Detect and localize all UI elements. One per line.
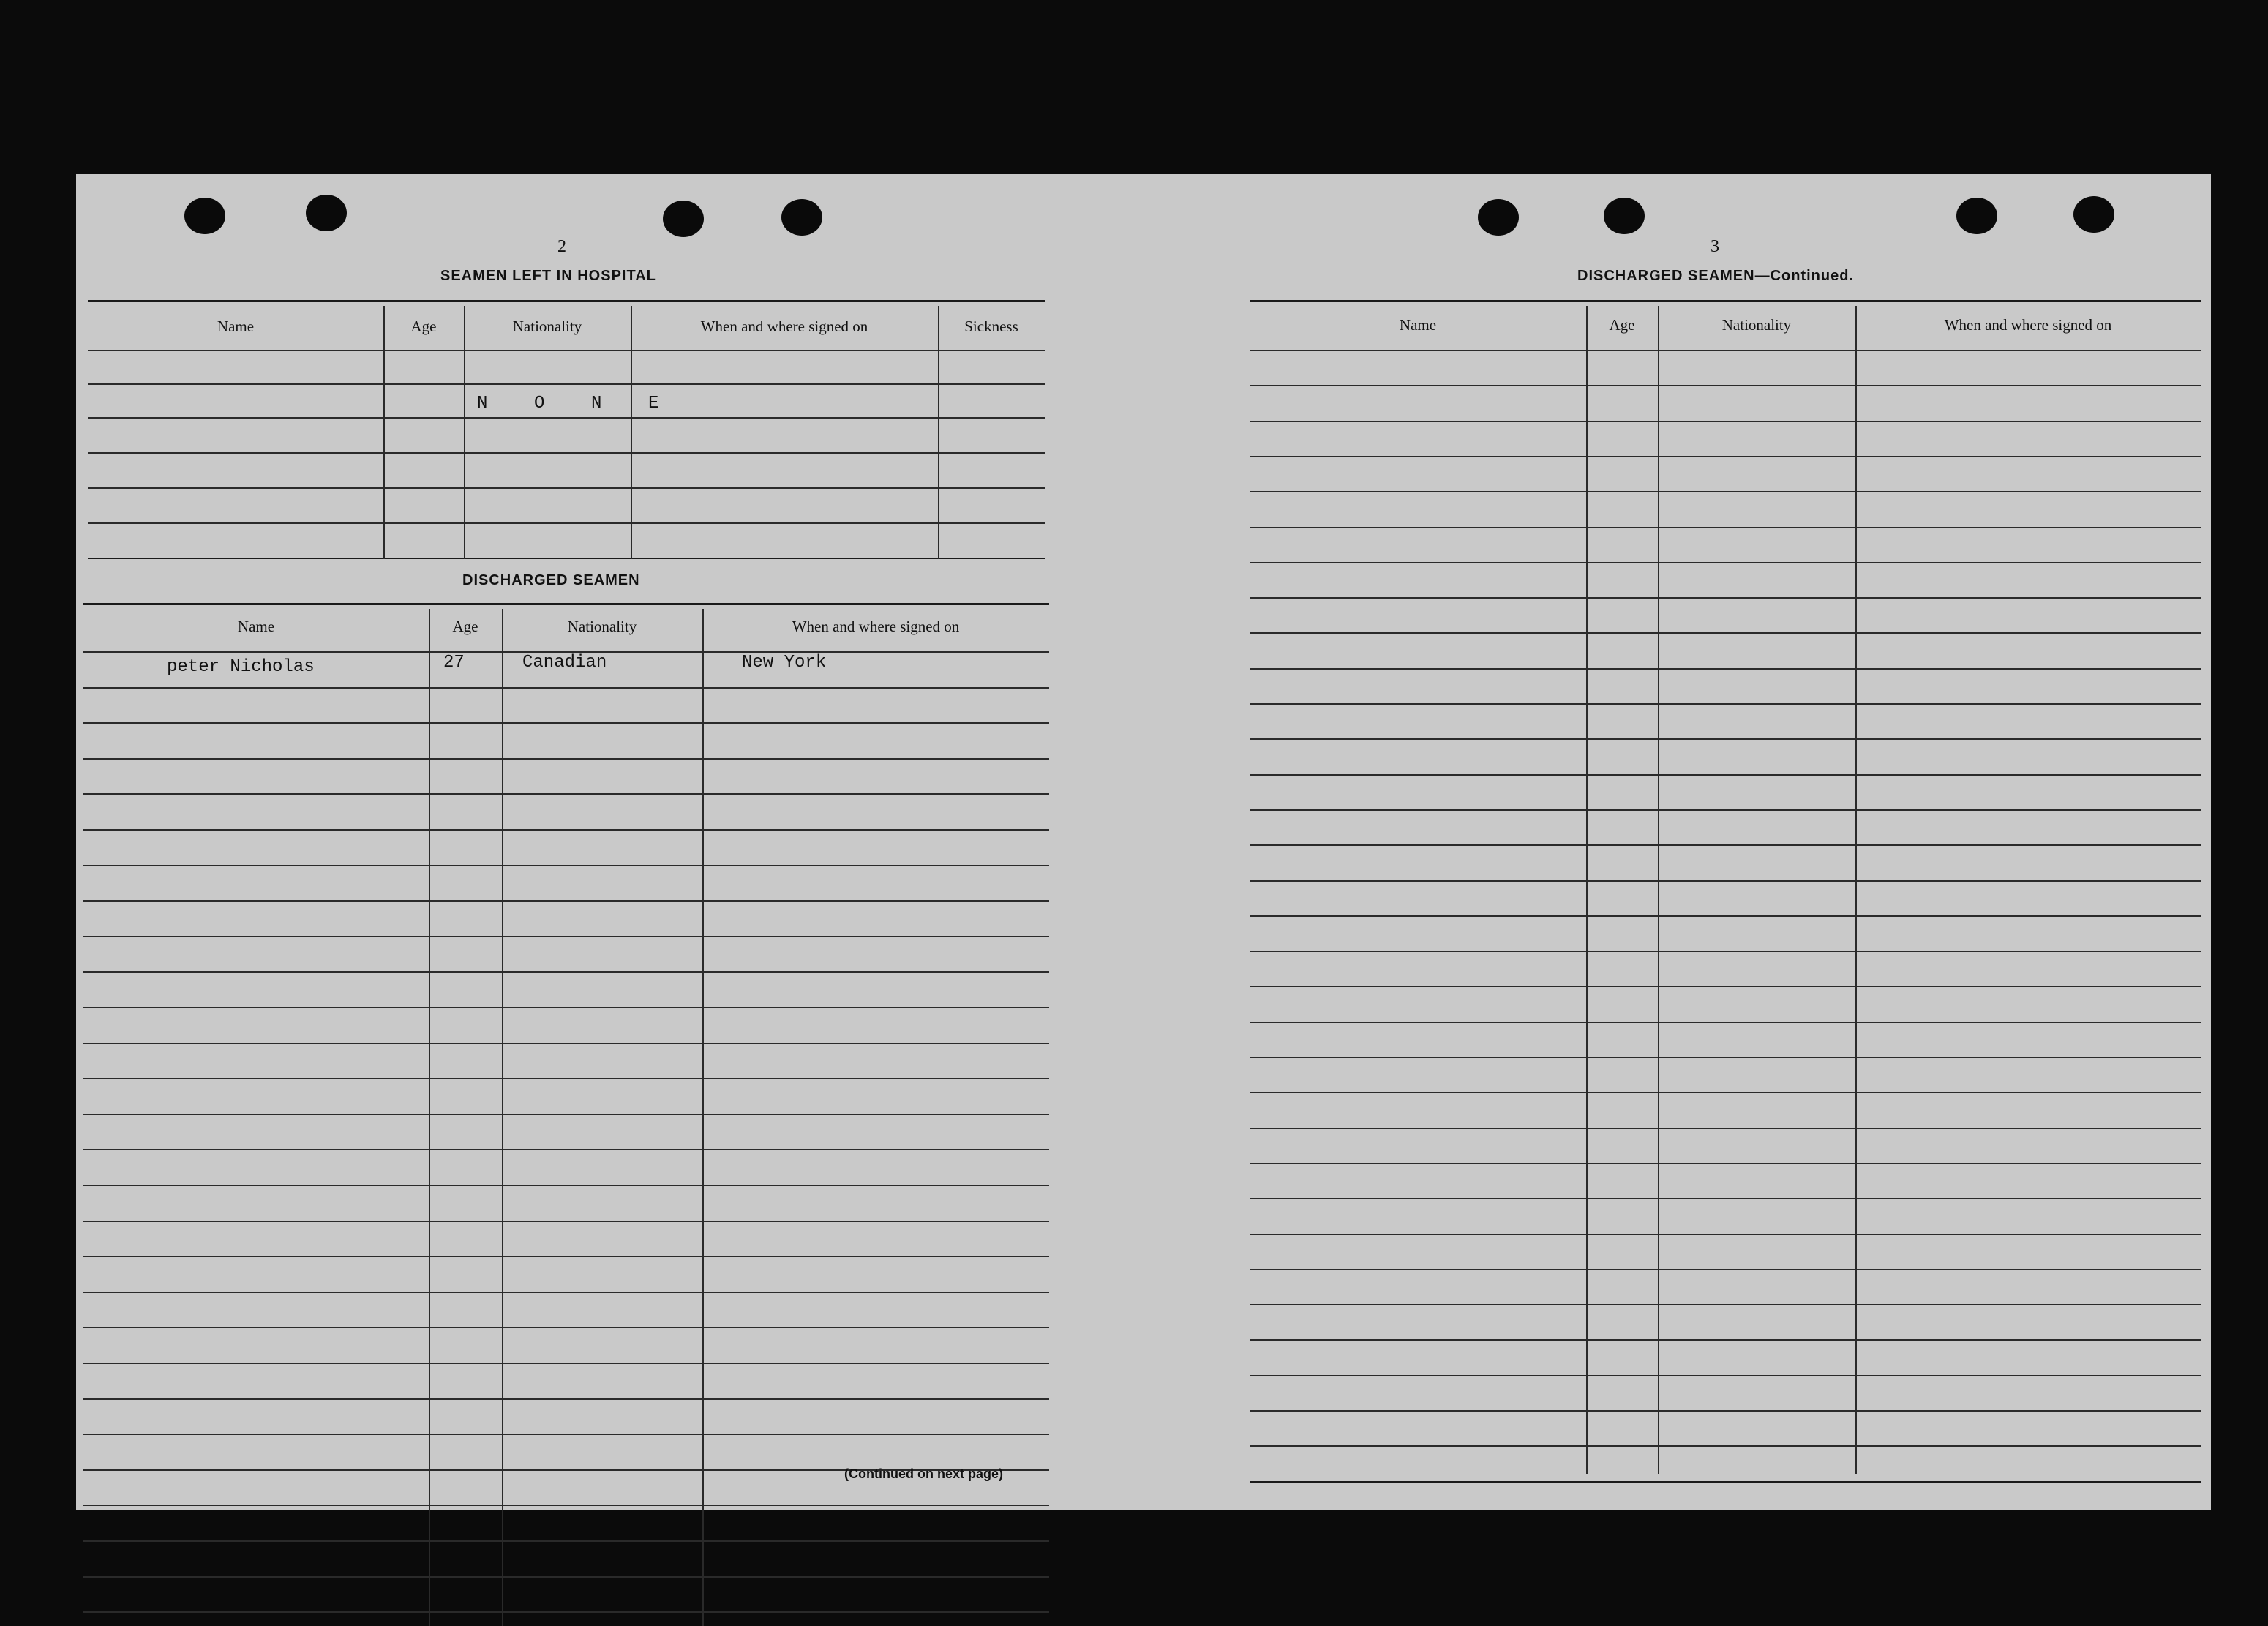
column-divider [938, 306, 939, 559]
column-header-name: Name [237, 618, 275, 635]
page-number: 2 [557, 237, 566, 256]
table-top-rule [83, 603, 1049, 605]
table-rule [1250, 1339, 2201, 1341]
none-letter: E [648, 394, 659, 413]
table-rule [83, 1043, 1049, 1044]
punch-hole [2073, 196, 2114, 233]
table-rule [1250, 632, 2201, 634]
table-rule [1250, 951, 2201, 952]
none-letter: N [477, 394, 488, 413]
column-divider [464, 306, 465, 559]
column-divider [502, 609, 503, 1626]
seaman-signed-on: New York [742, 653, 827, 672]
seaman-nationality: Canadian [522, 653, 607, 672]
table-rule [83, 1256, 1049, 1257]
page-number: 3 [1711, 237, 1719, 256]
punch-hole [781, 199, 822, 236]
table-rule [83, 651, 1049, 653]
table-rule [1250, 774, 2201, 776]
punch-hole [306, 195, 347, 231]
table-rule [83, 865, 1049, 866]
table-rule [1250, 1198, 2201, 1199]
column-divider [1855, 306, 1857, 1474]
table-rule [83, 900, 1049, 902]
table-rule [83, 1007, 1049, 1008]
table-rule [1250, 1304, 2201, 1305]
column-header-signed-on: When and where signed on [792, 618, 960, 635]
table-rule [1250, 597, 2201, 599]
table-rule [1250, 1375, 2201, 1376]
none-letter: N [591, 394, 602, 413]
table-bottom-rule [1250, 1481, 2201, 1483]
table-rule [1250, 1057, 2201, 1058]
table-rule [83, 971, 1049, 973]
punch-hole [184, 198, 225, 234]
table-rule [1250, 385, 2201, 386]
table-rule [83, 936, 1049, 937]
table-rule [83, 1078, 1049, 1079]
column-header-age: Age [410, 318, 437, 335]
column-divider [702, 609, 704, 1626]
column-header-nationality: Nationality [567, 618, 637, 635]
column-divider [1586, 306, 1588, 1474]
column-header-age: Age [1609, 316, 1635, 334]
table-rule [1250, 350, 2201, 351]
right-section-title: DISCHARGED SEAMEN—Continued. [1577, 268, 1854, 284]
none-letter: O [534, 394, 545, 413]
table-rule [1250, 1234, 2201, 1235]
table-rule [83, 722, 1049, 724]
table-rule [1250, 1269, 2201, 1270]
continued-note: (Continued on next page) [844, 1466, 1003, 1481]
table-rule [1250, 915, 2201, 917]
punch-hole [1604, 198, 1645, 234]
table-rule [83, 1185, 1049, 1186]
column-header-sickness: Sickness [964, 318, 1018, 335]
table-rule [1250, 527, 2201, 528]
table-top-rule [1250, 300, 2201, 302]
table-rule [88, 452, 1045, 454]
table-rule [88, 487, 1045, 489]
table-rule [83, 687, 1049, 689]
table-rule [83, 793, 1049, 795]
seaman-name: peter Nicholas [167, 657, 315, 677]
table-rule [83, 1327, 1049, 1328]
table-rule [1250, 880, 2201, 882]
table-rule [1250, 421, 2201, 422]
table-rule [88, 522, 1045, 524]
table-rule [1250, 1092, 2201, 1093]
table-rule [83, 1576, 1049, 1578]
table-rule [83, 1292, 1049, 1293]
column-divider [383, 306, 385, 559]
table-rule [1250, 491, 2201, 492]
punch-hole [1478, 199, 1519, 236]
table-rule [1250, 844, 2201, 846]
column-header-nationality: Nationality [512, 318, 582, 335]
table-rule [1250, 1022, 2201, 1023]
table-rule [1250, 986, 2201, 987]
discharged-section-title: DISCHARGED SEAMEN [462, 572, 640, 588]
table-rule [83, 1149, 1049, 1150]
column-header-signed-on: When and where signed on [700, 318, 868, 335]
table-bottom-rule [88, 558, 1045, 559]
table-rule [83, 829, 1049, 831]
table-rule [88, 383, 1045, 385]
table-rule [1250, 562, 2201, 563]
table-rule [1250, 1410, 2201, 1412]
seaman-age: 27 [443, 653, 465, 672]
column-header-name: Name [1399, 316, 1437, 334]
table-rule [83, 1434, 1049, 1435]
table-rule [1250, 703, 2201, 705]
column-header-nationality: Nationality [1721, 316, 1792, 334]
table-rule [83, 1363, 1049, 1364]
column-divider [631, 306, 632, 559]
table-rule [83, 1221, 1049, 1222]
table-rule [1250, 1163, 2201, 1164]
table-rule [1250, 1445, 2201, 1447]
table-rule [83, 1398, 1049, 1400]
table-rule [83, 1611, 1049, 1613]
column-divider [1658, 306, 1659, 1474]
hospital-section-title: SEAMEN LEFT IN HOSPITAL [440, 268, 656, 284]
table-rule [88, 417, 1045, 419]
table-rule [83, 1540, 1049, 1542]
table-top-rule [88, 300, 1045, 302]
column-header-age: Age [452, 618, 478, 635]
table-rule [83, 1505, 1049, 1506]
table-rule [1250, 1128, 2201, 1129]
table-rule [1250, 456, 2201, 457]
column-divider [429, 609, 430, 1626]
table-rule [1250, 738, 2201, 740]
left-page [76, 174, 1150, 1510]
table-rule [83, 758, 1049, 760]
right-page [1150, 174, 2211, 1510]
table-rule [1250, 668, 2201, 670]
column-header-name: Name [217, 318, 255, 335]
column-header-signed-on: When and where signed on [1944, 316, 2112, 334]
table-rule [88, 350, 1045, 351]
punch-hole [1956, 198, 1997, 234]
table-rule [1250, 809, 2201, 811]
punch-hole [663, 201, 704, 237]
table-rule [83, 1114, 1049, 1115]
